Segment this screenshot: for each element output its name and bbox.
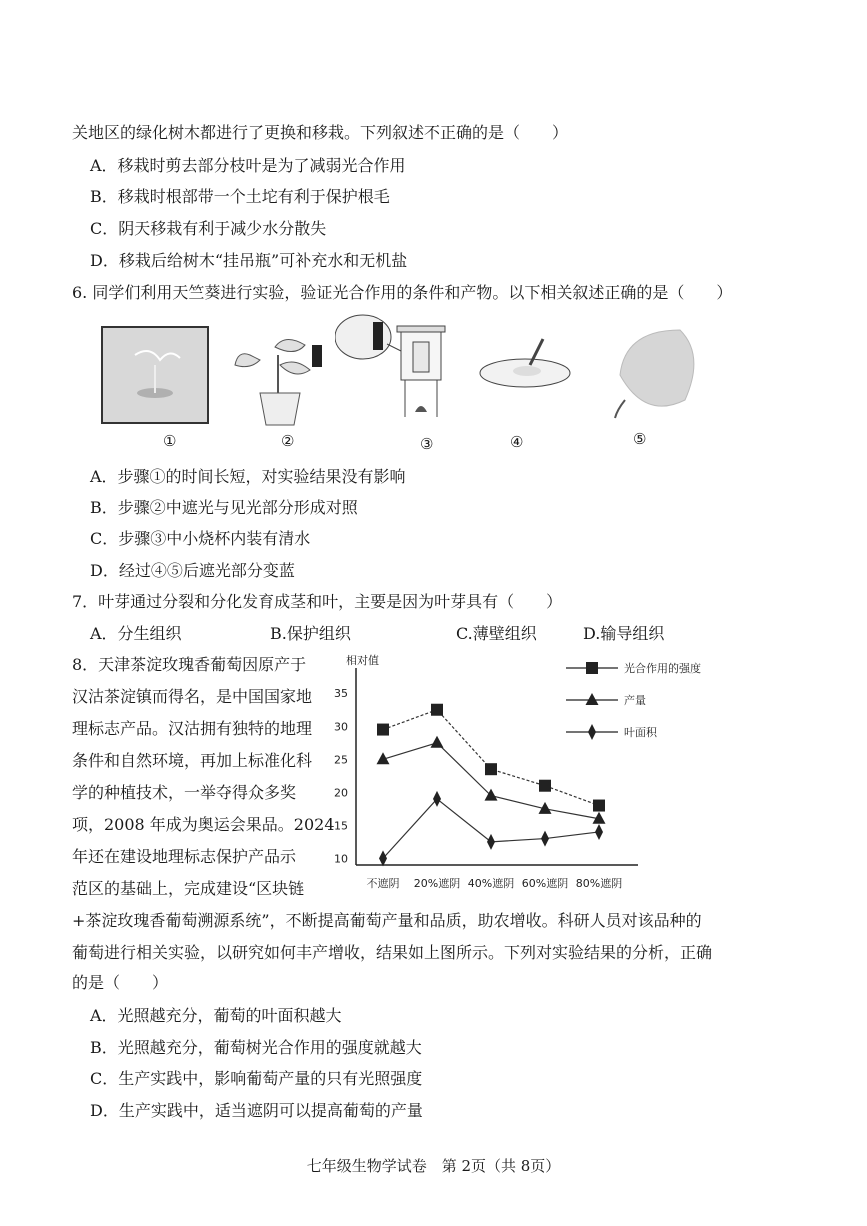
legend-label: 产量 — [624, 694, 646, 707]
q6-option-d: D．经过④⑤后遮光部分变蓝 — [90, 561, 295, 580]
data-point-diamond — [379, 850, 387, 866]
q8-option-c: C．生产实践中，影响葡萄产量的只有光照强度 — [90, 1069, 423, 1088]
data-point-square — [593, 800, 605, 812]
x-tick-label: 40%遮阴 — [467, 877, 515, 890]
q8-text-line: 葡萄进行相关实验，以研究如何丰产增收，结果如上图所示。下列对实验结果的分析，正确 — [72, 943, 713, 962]
y-tick-label: 25 — [334, 753, 348, 767]
q6-option-c: C．步骤③中小烧杯内装有清水 — [90, 529, 311, 548]
data-point-diamond — [541, 831, 549, 847]
q8-text-line: 条件和自然环境，再加上标准化科 — [72, 751, 313, 770]
q7-option-b: B.保护组织 — [270, 624, 351, 643]
q8-option-a: A．光照越充分，葡萄的叶面积越大 — [90, 1006, 342, 1025]
step5-label: ⑤ — [633, 430, 647, 448]
x-tick-label: 60%遮阴 — [521, 877, 569, 890]
y-tick-label: 10 — [334, 852, 348, 866]
q8-text-line: 范区的基础上，完成建设“区块链 — [72, 879, 305, 898]
x-tick-label: 80%遮阴 — [575, 877, 623, 890]
legend-label: 叶面积 — [624, 726, 657, 739]
legend-label: 光合作用的强度 — [624, 662, 701, 675]
q6-option-b: B．步骤②中遮光与见光部分形成对照 — [90, 498, 358, 517]
step5-leaf-figure — [600, 320, 710, 425]
q8-line-chart — [318, 650, 718, 900]
x-tick-label: 20%遮阴 — [413, 877, 461, 890]
q8-text-line: 8．天津茶淀玫瑰香葡萄因原产于 — [72, 655, 307, 674]
q8-text-line: 理标志产品。汉沽拥有独特的地理 — [72, 719, 313, 738]
x-tick-label: 不遮阴 — [366, 877, 400, 890]
q8-text-line: +茶淀玫瑰香葡萄溯源系统”，不断提高葡萄产量和品质，助农增收。科研人员对该品种的 — [72, 911, 702, 930]
data-point-square — [377, 724, 389, 736]
y-tick-label: 30 — [334, 720, 348, 734]
q5-stem: 关地区的绿化树木都进行了更换和移栽。下列叙述不正确的是（ ） — [72, 123, 569, 142]
data-point-triangle — [431, 736, 444, 748]
legend-marker-square — [586, 662, 598, 674]
q5-option-c: C．阴天移栽有利于减少水分散失 — [90, 219, 327, 238]
step3-water-bath-figure — [335, 312, 455, 427]
q7-option-d: D.输导组织 — [583, 624, 665, 643]
q8-text-line: 汉沽茶淀镇而得名，是中国国家地 — [72, 687, 313, 706]
legend-marker-triangle — [586, 693, 599, 705]
data-point-diamond — [487, 834, 495, 850]
step1-label: ① — [163, 432, 177, 450]
q6-stem: 6. 同学们利用天竺葵进行实验，验证光合作用的条件和产物。以下相关叙述正确的是（ ） — [72, 283, 733, 302]
series-line-triangle — [383, 743, 599, 819]
step4-label: ④ — [510, 433, 524, 451]
q8-option-d: D．生产实践中，适当遮阴可以提高葡萄的产量 — [90, 1101, 423, 1120]
q5-option-a: A．移栽时剪去部分枝叶是为了减弱光合作用 — [90, 156, 406, 175]
y-tick-label: 20 — [334, 786, 348, 800]
y-tick-label: 15 — [334, 819, 348, 833]
q7-stem: 7．叶芽通过分裂和分化发育成茎和叶，主要是因为叶芽具有（ ） — [72, 592, 563, 611]
step2-label: ② — [281, 432, 295, 450]
data-point-square — [431, 704, 443, 716]
step4-dish-figure — [475, 335, 575, 405]
q5-option-b: B．移栽时根部带一个土坨有利于保护根毛 — [90, 187, 390, 206]
q8-text-line: 学的种植技术，一举夺得众多奖 — [72, 783, 297, 802]
data-point-diamond — [595, 824, 603, 840]
y-tick-label: 35 — [334, 687, 348, 701]
data-point-diamond — [433, 791, 441, 807]
y-axis-label: 相对值 — [346, 654, 379, 667]
q7-option-c: C.薄壁组织 — [456, 624, 537, 643]
q8-text-line: 项，2008 年成为奥运会果品。2024 — [72, 815, 335, 834]
page-footer: 七年级生物学试卷 第 2页（共 8页） — [306, 1157, 561, 1175]
legend-marker-diamond — [588, 724, 596, 740]
data-point-square — [539, 780, 551, 792]
data-point-square — [485, 763, 497, 775]
q8-text-line: 年还在建设地理标志保护产品示 — [72, 847, 297, 866]
q7-option-a: A．分生组织 — [90, 624, 182, 643]
q8-text-line: 的是（ ） — [72, 973, 169, 992]
step1-dark-box-figure — [100, 325, 210, 425]
step3-label: ③ — [420, 435, 434, 453]
step2-plant-pot-figure — [230, 335, 330, 430]
q8-option-b: B．光照越充分，葡萄树光合作用的强度就越大 — [90, 1038, 422, 1057]
q6-option-a: A．步骤①的时间长短，对实验结果没有影响 — [90, 467, 406, 486]
q5-option-d: D．移栽后给树木“挂吊瓶”可补充水和无机盐 — [90, 251, 408, 270]
